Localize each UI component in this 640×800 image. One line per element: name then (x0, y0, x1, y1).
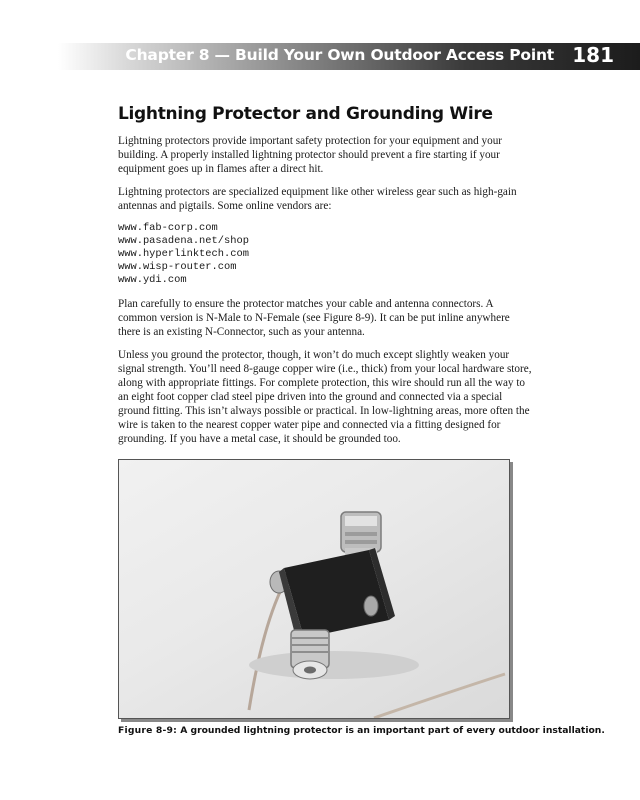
section-title: Lightning Protector and Grounding Wire (118, 104, 493, 124)
vendor-url: www.hyperlinktech.com (118, 248, 249, 260)
vendor-url: www.pasadena.net/shop (118, 235, 249, 247)
lightning-protector-illustration (119, 460, 509, 718)
paragraph-intro: Lightning protectors provide important safety protection for your equipment and your building. A properly installed lightning protector should prevent a fire starting if your equipment goes up in flames after a direct hit. (118, 135, 503, 175)
paragraph-grounding: Unless you ground the protector, though, it won’t do much except slightly weaken your signal strength. You’ll need 8-gauge copper wire (i.e., thick) from your local hardware store, along with appropriate fittings. For complete protection, this wire should run all the way to an eight foot copper clad steel pipe driven into the ground and connected via a special ground fitting. This isn’t always possible or practical. In low-lightning areas, more often the wire is taken to the nearest copper water pipe and connected via a fitting designed for grounding. If you have a metal case, it should be grounded too. (118, 349, 532, 445)
page-number: 181 (572, 43, 614, 67)
vendor-url-list (118, 222, 534, 287)
figure-caption (118, 725, 605, 736)
chapter-title: Chapter 8 — Build Your Own Outdoor Access Point (125, 46, 554, 64)
figure-caption-text: A grounded lightning protector is an important part of every outdoor installation. (180, 725, 605, 736)
vendor-url: www.ydi.com (118, 274, 187, 286)
paragraph-vendors-intro: Lightning protectors are specialized equipment like other wireless gear such as high-gain antennas and pigtails. Some online vendors are: (118, 186, 517, 212)
vendor-url: www.wisp-router.com (118, 261, 237, 273)
figure-photo (118, 459, 510, 719)
main-content (118, 104, 534, 455)
paragraph-connectors: Plan carefully to ensure the protector matches your cable and antenna connectors. A common version is N-Male to N-Female (see Figure 8-9). It can be put inline anywhere there is an existing N-Connector, such as your antenna. (118, 298, 510, 338)
chapter-header-bar (58, 43, 640, 70)
vendor-url: www.fab-corp.com (118, 222, 218, 234)
figure-label: Figure 8-9: (118, 725, 177, 736)
